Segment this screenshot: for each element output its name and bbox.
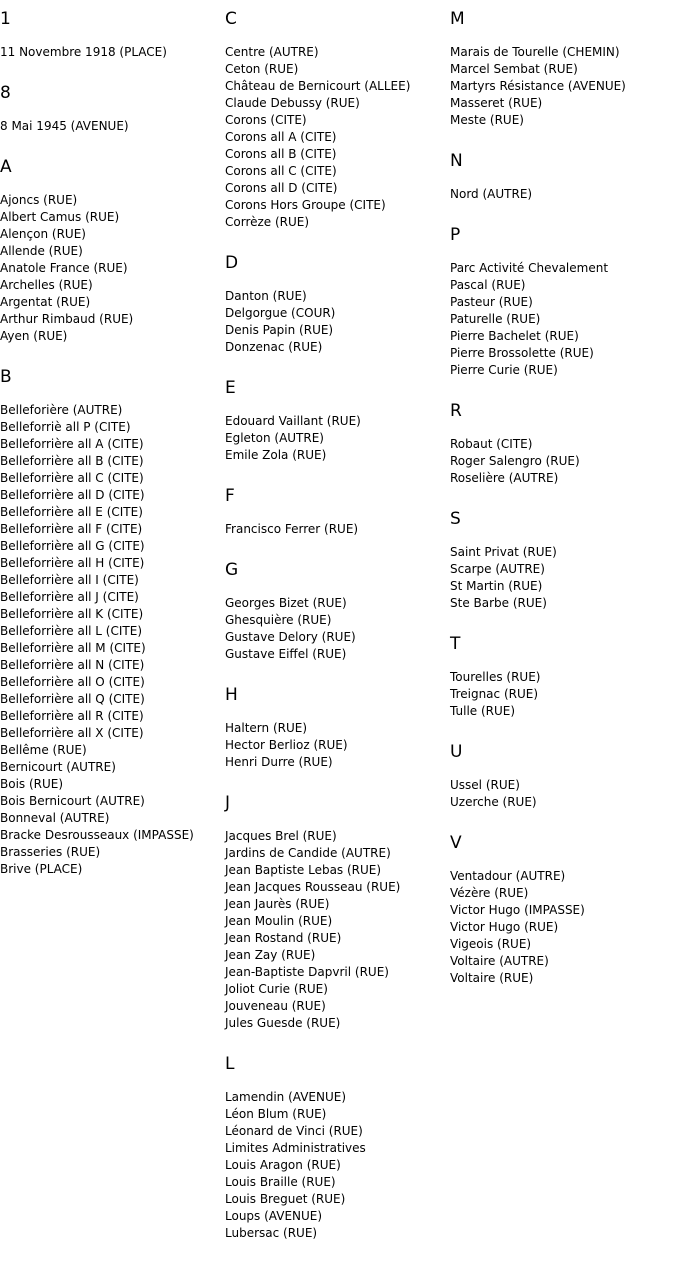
street-link[interactable]: Marais de Tourelle (CHEMIN): [450, 45, 620, 59]
street-list: [450, 544, 672, 612]
street-list: [0, 118, 222, 135]
street-link[interactable]: Jean Rostand (RUE): [225, 931, 342, 945]
street-link[interactable]: Victor Hugo (IMPASSE): [450, 903, 585, 917]
street-link[interactable]: 8 Mai 1945 (AVENUE): [0, 119, 129, 133]
street-link[interactable]: Belleforrière all C (CITE): [0, 471, 144, 485]
street-link[interactable]: Haltern (RUE): [225, 721, 308, 735]
letter-section: [450, 8, 672, 129]
street-link[interactable]: Meste (RUE): [450, 113, 524, 127]
street-link[interactable]: Belleforrière all B (CITE): [0, 454, 144, 468]
street-link[interactable]: Saint Privat (RUE): [450, 545, 557, 559]
letter-heading: D: [225, 253, 239, 273]
street-link[interactable]: Belleforriè all P (CITE): [0, 420, 131, 434]
street-link[interactable]: Ayen (RUE): [0, 329, 68, 343]
letter-heading: L: [225, 1054, 235, 1074]
street-link[interactable]: Allende (RUE): [0, 244, 83, 258]
street-link[interactable]: Pierre Bachelet (RUE): [450, 329, 579, 343]
street-link[interactable]: Belleforrière all N (CITE): [0, 658, 145, 672]
street-link[interactable]: Masseret (RUE): [450, 96, 543, 110]
street-link[interactable]: Belleforrière all D (CITE): [0, 488, 145, 502]
street-link[interactable]: Egleton (AUTRE): [225, 431, 324, 445]
street-link[interactable]: Bracke Desrousseaux (IMPASSE): [0, 828, 194, 842]
street-link[interactable]: Voltaire (AUTRE): [450, 954, 549, 968]
street-link[interactable]: Corrèze (RUE): [225, 215, 310, 229]
street-link[interactable]: Arthur Rimbaud (RUE): [0, 312, 134, 326]
street-list: [450, 44, 672, 129]
street-link[interactable]: Joliot Curie (RUE): [225, 982, 328, 996]
street-link[interactable]: Edouard Vaillant (RUE): [225, 414, 361, 428]
street-link[interactable]: Jean Zay (RUE): [225, 948, 316, 962]
letter-section: [0, 8, 222, 61]
letter-section: [225, 684, 447, 771]
street-link[interactable]: Lamendin (AVENUE): [225, 1090, 347, 1104]
street-link[interactable]: Ghesquière (RUE): [225, 613, 332, 627]
street-link[interactable]: Bois (RUE): [0, 777, 64, 791]
letter-section: [450, 400, 672, 487]
street-index-column-2: [225, 8, 447, 1263]
street-link[interactable]: Jardins de Candide (AUTRE): [225, 846, 391, 860]
letter-section: [450, 741, 672, 811]
letter-section: [450, 508, 672, 612]
street-link[interactable]: Brasseries (RUE): [0, 845, 101, 859]
street-link[interactable]: Gustave Delory (RUE): [225, 630, 356, 644]
street-link[interactable]: Albert Camus (RUE): [0, 210, 120, 224]
street-link[interactable]: Bellême (RUE): [0, 743, 87, 757]
street-link[interactable]: Pierre Brossolette (RUE): [450, 346, 594, 360]
street-link[interactable]: Alençon (RUE): [0, 227, 86, 241]
street-link[interactable]: Archelles (RUE): [0, 278, 93, 292]
street-link[interactable]: Corons all B (CITE): [225, 147, 337, 161]
street-link[interactable]: Belleforrière all A (CITE): [0, 437, 144, 451]
street-link[interactable]: Bonneval (AUTRE): [0, 811, 110, 825]
street-link[interactable]: Jean Jacques Rousseau (RUE): [225, 880, 401, 894]
street-link[interactable]: Paturelle (RUE): [450, 312, 541, 326]
street-link[interactable]: Belleforrière all X (CITE): [0, 726, 144, 740]
street-list: [450, 436, 672, 487]
street-link[interactable]: Hector Berlioz (RUE): [225, 738, 348, 752]
street-list: [450, 669, 672, 720]
street-link[interactable]: Pasteur (RUE): [450, 295, 533, 309]
street-list: [0, 402, 222, 878]
street-link[interactable]: Ussel (RUE): [450, 778, 520, 792]
street-link[interactable]: Louis Braille (RUE): [225, 1175, 336, 1189]
street-link[interactable]: Ajoncs (RUE): [0, 193, 78, 207]
street-link[interactable]: Nord (AUTRE): [450, 187, 533, 201]
street-link[interactable]: Georges Bizet (RUE): [225, 596, 347, 610]
letter-section: [225, 485, 447, 538]
street-link[interactable]: Argentat (RUE): [0, 295, 91, 309]
street-link[interactable]: Château de Bernicourt (ALLEE): [225, 79, 411, 93]
street-list: [450, 868, 672, 987]
street-link[interactable]: Pierre Curie (RUE): [450, 363, 558, 377]
street-link[interactable]: Belleforrière all G (CITE): [0, 539, 145, 553]
letter-heading: T: [450, 634, 461, 654]
street-link[interactable]: Bernicourt (AUTRE): [0, 760, 116, 774]
street-list: [225, 1089, 447, 1242]
letter-section: [450, 832, 672, 987]
street-link[interactable]: Anatole France (RUE): [0, 261, 128, 275]
street-link[interactable]: Henri Durre (RUE): [225, 755, 333, 769]
street-link[interactable]: Belleforrière all L (CITE): [0, 624, 143, 638]
letter-section: [225, 8, 447, 231]
letter-heading: R: [450, 401, 462, 421]
street-link[interactable]: Pascal (RUE): [450, 278, 526, 292]
street-list: [0, 192, 222, 345]
letter-section: [225, 792, 447, 1032]
street-link[interactable]: Belleforrière all R (CITE): [0, 709, 144, 723]
street-list: [225, 413, 447, 464]
street-link[interactable]: Roselière (AUTRE): [450, 471, 559, 485]
letter-section: [225, 252, 447, 356]
letter-heading: F: [225, 486, 235, 506]
street-link[interactable]: Loups (AVENUE): [225, 1209, 323, 1223]
street-link[interactable]: Belleforrière all K (CITE): [0, 607, 144, 621]
street-link[interactable]: Marcel Sembat (RUE): [450, 62, 578, 76]
street-link[interactable]: Belleforrière all H (CITE): [0, 556, 145, 570]
street-link[interactable]: Jean Moulin (RUE): [225, 914, 333, 928]
street-link[interactable]: Ste Barbe (RUE): [450, 596, 547, 610]
street-link[interactable]: Jacques Brel (RUE): [225, 829, 337, 843]
street-list: [225, 595, 447, 663]
street-link[interactable]: Parc Activité Chevalement: [450, 261, 609, 275]
street-link[interactable]: Limites Administratives: [225, 1141, 366, 1155]
street-link[interactable]: Corons all D (CITE): [225, 181, 338, 195]
street-link[interactable]: 11 Novembre 1918 (PLACE): [0, 45, 167, 59]
street-list: [225, 44, 447, 231]
street-link[interactable]: Belleforrière all I (CITE): [0, 573, 139, 587]
street-link[interactable]: Martyrs Résistance (AVENUE): [450, 79, 626, 93]
street-link[interactable]: Belleforrière all O (CITE): [0, 675, 145, 689]
street-link[interactable]: Belleforrière all M (CITE): [0, 641, 146, 655]
street-link[interactable]: Ventadour (AUTRE): [450, 869, 566, 883]
letter-heading: A: [0, 157, 12, 177]
letter-section: [225, 377, 447, 464]
street-link[interactable]: Robaut (CITE): [450, 437, 533, 451]
street-link[interactable]: Ceton (RUE): [225, 62, 299, 76]
street-list: [450, 186, 672, 203]
street-link[interactable]: Claude Debussy (RUE): [225, 96, 360, 110]
street-link[interactable]: Victor Hugo (RUE): [450, 920, 559, 934]
letter-section: [0, 366, 222, 878]
letter-section: [0, 82, 222, 135]
letter-heading: M: [450, 9, 465, 29]
street-link[interactable]: Centre (AUTRE): [225, 45, 319, 59]
street-link[interactable]: Léon Blum (RUE): [225, 1107, 327, 1121]
street-link[interactable]: Francisco Ferrer (RUE): [225, 522, 359, 536]
street-link[interactable]: Belleforrière all E (CITE): [0, 505, 143, 519]
street-link[interactable]: Léonard de Vinci (RUE): [225, 1124, 363, 1138]
letter-heading: G: [225, 560, 239, 580]
street-link[interactable]: Treignac (RUE): [450, 687, 539, 701]
street-link[interactable]: Donzenac (RUE): [225, 340, 323, 354]
letter-section: [0, 156, 222, 345]
street-link[interactable]: Uzerche (RUE): [450, 795, 537, 809]
letter-heading: J: [225, 793, 231, 813]
street-link[interactable]: Corons all C (CITE): [225, 164, 337, 178]
street-link[interactable]: Belleforrière all Q (CITE): [0, 692, 145, 706]
letter-heading: P: [450, 225, 461, 245]
letter-section: [450, 150, 672, 203]
street-link[interactable]: Denis Papin (RUE): [225, 323, 334, 337]
letter-heading: B: [0, 367, 12, 387]
street-link[interactable]: Tulle (RUE): [450, 704, 516, 718]
letter-heading: U: [450, 742, 463, 762]
street-link[interactable]: Corons Hors Groupe (CITE): [225, 198, 386, 212]
street-link[interactable]: Jouveneau (RUE): [225, 999, 326, 1013]
street-link[interactable]: Louis Breguet (RUE): [225, 1192, 346, 1206]
street-list: [225, 720, 447, 771]
street-link[interactable]: Corons all A (CITE): [225, 130, 337, 144]
street-link[interactable]: Belleforière (AUTRE): [0, 403, 123, 417]
street-link[interactable]: Jules Guesde (RUE): [225, 1016, 341, 1030]
letter-section: [450, 224, 672, 379]
street-list: [225, 521, 447, 538]
street-link[interactable]: Emile Zola (RUE): [225, 448, 327, 462]
street-link[interactable]: Gustave Eiffel (RUE): [225, 647, 347, 661]
letter-heading: 8: [0, 83, 11, 103]
street-link[interactable]: Delgorgue (COUR): [225, 306, 336, 320]
letter-heading: V: [450, 833, 462, 853]
street-link[interactable]: Louis Aragon (RUE): [225, 1158, 341, 1172]
letter-section: [450, 633, 672, 720]
letter-heading: 1: [0, 9, 11, 29]
street-link[interactable]: Corons (CITE): [225, 113, 307, 127]
letter-heading: E: [225, 378, 236, 398]
street-link[interactable]: Jean-Baptiste Dapvril (RUE): [225, 965, 389, 979]
street-link[interactable]: Lubersac (RUE): [225, 1226, 318, 1240]
street-list: [225, 288, 447, 356]
street-link[interactable]: Roger Salengro (RUE): [450, 454, 580, 468]
letter-heading: H: [225, 685, 238, 705]
street-link[interactable]: Voltaire (RUE): [450, 971, 534, 985]
street-list: [450, 260, 672, 379]
street-link[interactable]: St Martin (RUE): [450, 579, 543, 593]
street-link[interactable]: Danton (RUE): [225, 289, 307, 303]
letter-heading: S: [450, 509, 461, 529]
street-link[interactable]: Belleforrière all F (CITE): [0, 522, 143, 536]
street-index-column-3: [450, 8, 672, 1008]
street-link[interactable]: Belleforrière all J (CITE): [0, 590, 139, 604]
street-list: [0, 44, 222, 61]
letter-heading: N: [450, 151, 463, 171]
letter-section: [225, 1053, 447, 1242]
street-index-column-1: [0, 8, 222, 899]
street-link[interactable]: Vézère (RUE): [450, 886, 529, 900]
letter-section: [225, 559, 447, 663]
street-list: [225, 828, 447, 1032]
street-link[interactable]: Vigeois (RUE): [450, 937, 532, 951]
street-link[interactable]: Tourelles (RUE): [450, 670, 541, 684]
street-list: [450, 777, 672, 811]
street-link[interactable]: Bois Bernicourt (AUTRE): [0, 794, 145, 808]
street-link[interactable]: Jean Baptiste Lebas (RUE): [225, 863, 382, 877]
street-link[interactable]: Jean Jaurès (RUE): [225, 897, 330, 911]
street-link[interactable]: Brive (PLACE): [0, 862, 83, 876]
street-link[interactable]: Scarpe (AUTRE): [450, 562, 545, 576]
letter-heading: C: [225, 9, 237, 29]
